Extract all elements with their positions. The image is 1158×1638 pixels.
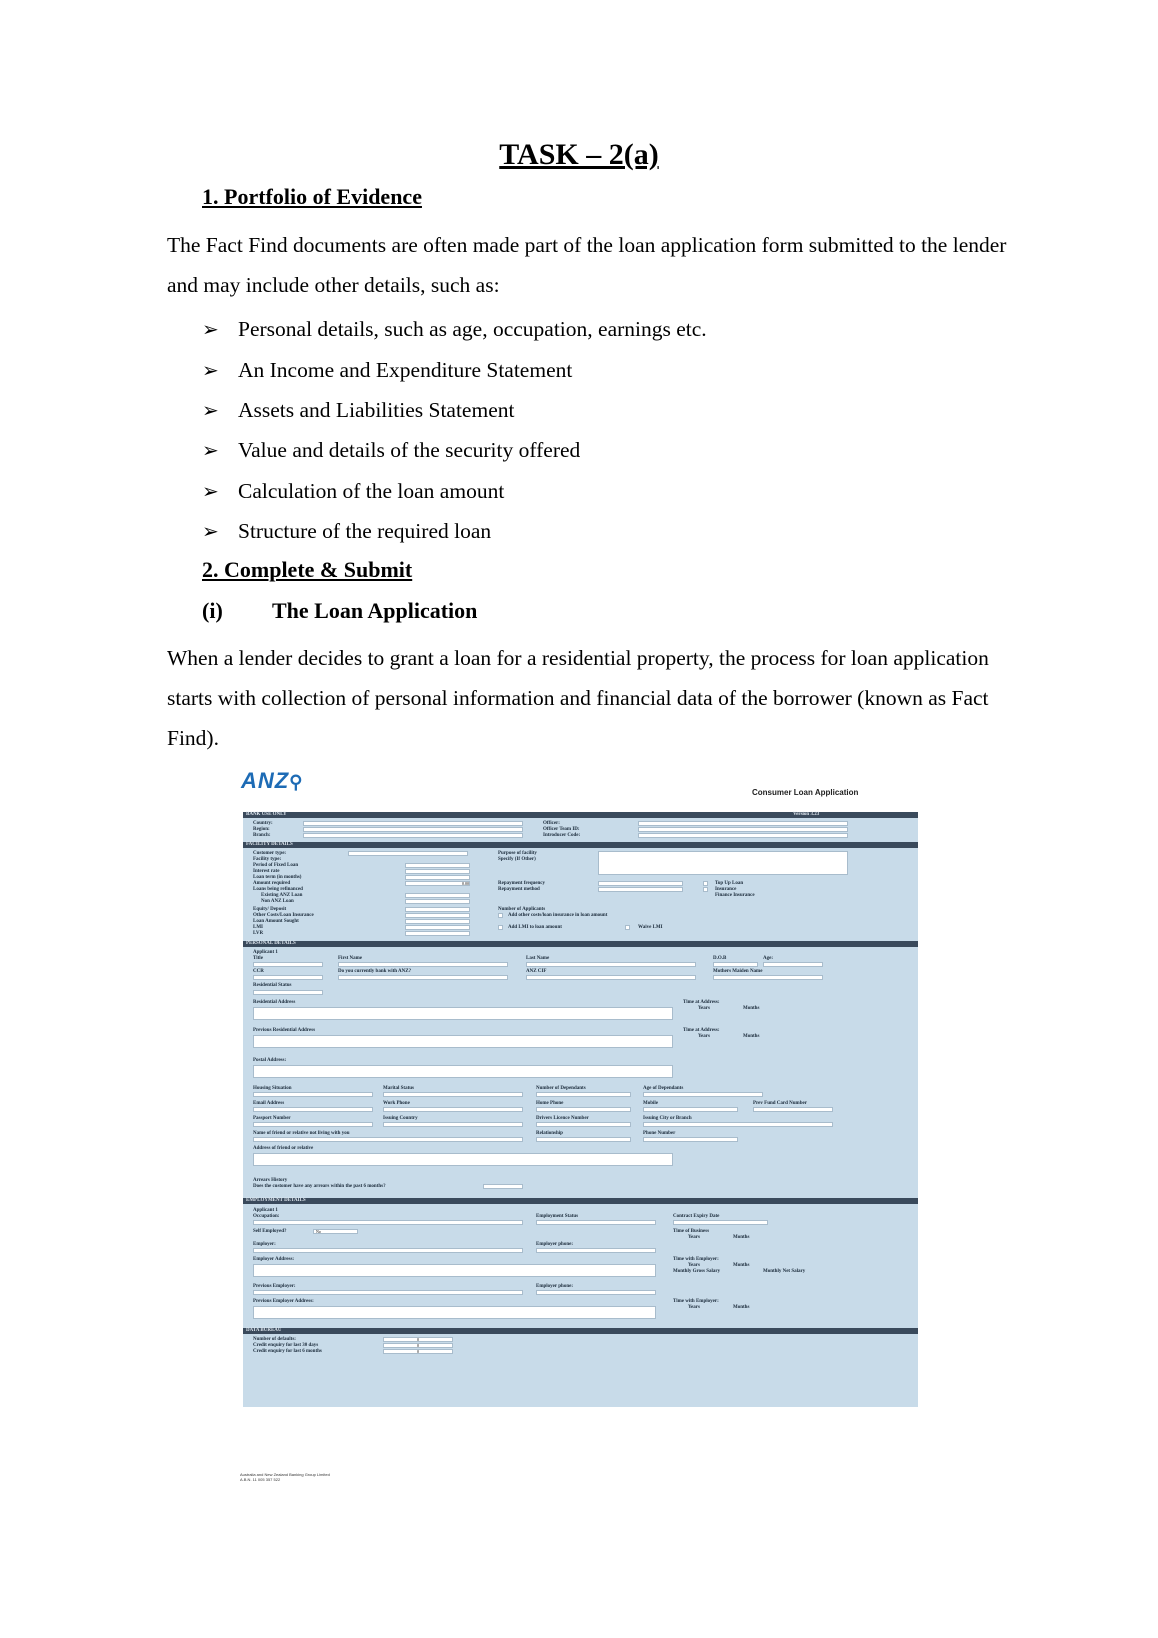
- label: D.O.B: [713, 956, 727, 961]
- arrow-bullet-icon: ➢: [202, 519, 219, 544]
- label: Specify (If Other): [498, 857, 536, 862]
- lmi-field[interactable]: [405, 925, 470, 930]
- label: ANZ CIF: [526, 969, 547, 974]
- employer-field[interactable]: [253, 1248, 523, 1253]
- list-item: ➢ Value and details of the security offered: [202, 430, 707, 470]
- label: Marital Status: [383, 1086, 414, 1091]
- relative-address-field[interactable]: [253, 1153, 673, 1166]
- label: Age of Dependants: [643, 1086, 684, 1091]
- label: Facility type:: [253, 857, 282, 862]
- contract-expiry-field[interactable]: [673, 1220, 768, 1225]
- interest-field[interactable]: [405, 869, 470, 874]
- label: Years: [698, 1034, 710, 1039]
- insurance-checkbox[interactable]: [703, 887, 708, 892]
- label: Applicant 1: [253, 950, 278, 955]
- employment-status-field[interactable]: [536, 1220, 656, 1225]
- lvr-field[interactable]: [405, 931, 470, 936]
- label: Add LMI to loan amount: [508, 925, 562, 930]
- relative-phone-field[interactable]: [643, 1137, 738, 1142]
- loan-term-field[interactable]: [405, 875, 470, 880]
- label: Waive LMI: [638, 925, 663, 930]
- email-field[interactable]: [253, 1107, 373, 1112]
- label: Previous Residential Address: [253, 1028, 316, 1033]
- label: Arrears History: [253, 1178, 288, 1183]
- repayment-method-field[interactable]: [598, 887, 683, 892]
- label: Address of friend or relative: [253, 1146, 314, 1151]
- employer-address-field[interactable]: [253, 1264, 656, 1277]
- relationship-field[interactable]: [536, 1137, 631, 1142]
- footer-line: Australia and New Zealand Banking Group Limited: [240, 1472, 330, 1477]
- label: Months: [743, 1006, 760, 1011]
- label: CCR: [253, 969, 264, 974]
- label: Self Employed?: [253, 1229, 287, 1234]
- list-item: ➢ Calculation of the loan amount: [202, 471, 707, 511]
- label: Add other costs/loan insurance in loan amount: [508, 913, 608, 918]
- self-employed-field[interactable]: No: [313, 1229, 358, 1234]
- residential-address-field[interactable]: [253, 1007, 673, 1020]
- existing-loan-field[interactable]: [405, 893, 470, 898]
- other-costs-field[interactable]: [405, 913, 470, 918]
- officer-field[interactable]: [638, 821, 848, 826]
- label: Officer:: [543, 821, 560, 826]
- label: Insurance: [715, 887, 737, 892]
- label: Months: [733, 1235, 750, 1240]
- label: Name of friend or relative not living with you: [253, 1131, 350, 1136]
- licence-field[interactable]: [536, 1122, 631, 1127]
- label: Officer Team ID:: [543, 827, 580, 832]
- label: Loans being refinanced: [253, 887, 303, 892]
- label: Years: [688, 1263, 700, 1268]
- label: Credit enquiry for last 30 days: [253, 1343, 319, 1348]
- label: Issuing City or Branch: [643, 1116, 692, 1121]
- age-dependants-field[interactable]: [643, 1092, 763, 1097]
- label: Number of Dependants: [536, 1086, 586, 1091]
- label: Phone Number: [643, 1131, 676, 1136]
- repayment-frequency-field[interactable]: [598, 881, 683, 886]
- introducer-field[interactable]: [638, 833, 848, 838]
- arrow-bullet-icon: ➢: [202, 397, 219, 422]
- country-field[interactable]: [303, 821, 523, 826]
- form-footer: [240, 1472, 330, 1482]
- period-field[interactable]: [405, 863, 470, 868]
- section-bar-facility: FACILITY DETAILS: [243, 842, 918, 848]
- issuing-country-field[interactable]: [383, 1122, 523, 1127]
- equity-field[interactable]: [405, 907, 470, 912]
- label: Applicant 1: [253, 1208, 278, 1213]
- label: Months: [733, 1263, 750, 1268]
- section1-heading: 1. Portfolio of Evidence: [202, 184, 422, 209]
- waive-lmi-checkbox[interactable]: [625, 925, 630, 930]
- bullet-list: [202, 309, 707, 551]
- label: Repayment frequency: [498, 881, 545, 886]
- bank-with-anz-field[interactable]: [338, 975, 508, 980]
- first-name-field[interactable]: [338, 962, 508, 967]
- label: Customer type:: [253, 851, 287, 856]
- enquiry-6m-field[interactable]: 0: [383, 1349, 453, 1354]
- arrow-bullet-icon: ➢: [202, 357, 219, 382]
- label: Years: [698, 1006, 710, 1011]
- label: Previous Employer Address:: [253, 1299, 314, 1304]
- label: Introducer Code:: [543, 833, 581, 838]
- label: Time at Address:: [683, 1028, 720, 1033]
- label: Credit enquiry for last 6 months: [253, 1349, 322, 1354]
- label: Time of Business: [673, 1229, 710, 1234]
- passport-field[interactable]: [253, 1122, 373, 1127]
- label: Non ANZ Loan: [261, 899, 294, 904]
- dob-field[interactable]: [713, 962, 758, 967]
- loan-application-form: [243, 812, 918, 1407]
- label: Months: [733, 1305, 750, 1310]
- label: Occupation:: [253, 1214, 280, 1219]
- label: Monthly Net Salary: [763, 1269, 806, 1274]
- add-other-checkbox[interactable]: [498, 913, 503, 918]
- customer-type-field[interactable]: [348, 851, 468, 856]
- label: Loan term (in months): [253, 875, 302, 880]
- label: Loan Amount Sought: [253, 919, 299, 924]
- label: Number of defaults:: [253, 1337, 296, 1342]
- maiden-name-field[interactable]: [713, 975, 823, 980]
- marital-field[interactable]: [383, 1092, 523, 1097]
- label: Housing Situation: [253, 1086, 292, 1091]
- label: Employer Address:: [253, 1257, 295, 1262]
- non-anz-loan-field[interactable]: [405, 899, 470, 904]
- region-field[interactable]: [303, 827, 523, 832]
- label: Age:: [763, 956, 773, 961]
- footer-line: A.B.N. 11 005 357 522: [240, 1477, 281, 1482]
- label: Does the customer have any arrears within the past 6 months?: [253, 1184, 386, 1189]
- label: Other Costs/Loan Insurance: [253, 913, 314, 918]
- label: Mothers Maiden Name: [713, 969, 763, 974]
- section-bar-personal: PERSONAL DETAILS: [243, 941, 918, 947]
- housing-field[interactable]: [253, 1092, 373, 1097]
- label: Monthly Gross Salary: [673, 1269, 721, 1274]
- label: Prev Fund Card Number: [753, 1101, 807, 1106]
- occupation-field[interactable]: [253, 1220, 523, 1225]
- anz-cif-field[interactable]: [526, 975, 696, 980]
- dependants-field[interactable]: [536, 1092, 631, 1097]
- fund-card-field[interactable]: [753, 1107, 833, 1112]
- label: Relationship: [536, 1131, 563, 1136]
- title-field[interactable]: [253, 962, 323, 967]
- anz-logo: ANZ⚲: [241, 768, 304, 793]
- label: Number of Applicants: [498, 907, 546, 912]
- label: Work Phone: [383, 1101, 410, 1106]
- section1-intro: The Fact Find documents are often made part of the loan application form submitted to the lender and may include other details, such as:: [167, 233, 1007, 297]
- add-lmi-checkbox[interactable]: [498, 925, 503, 930]
- label: Purpose of facility: [498, 851, 537, 856]
- label: Country:: [253, 821, 273, 826]
- label: Employment Status: [536, 1214, 579, 1219]
- label: Employer phone:: [536, 1284, 573, 1289]
- label: Branch:: [253, 833, 271, 838]
- label: LVR: [253, 931, 264, 936]
- enquiry-30-field[interactable]: 0: [383, 1343, 453, 1348]
- previous-employer-field[interactable]: [253, 1290, 523, 1295]
- label: Top Up Loan: [715, 881, 744, 886]
- label: Residential Address: [253, 1000, 296, 1005]
- label: Time with Employer:: [673, 1299, 719, 1304]
- subsection-number: (i): [202, 598, 223, 623]
- section2-heading: 2. Complete & Submit: [202, 557, 413, 582]
- residential-status-field[interactable]: [253, 990, 323, 995]
- label: Last Name: [526, 956, 550, 961]
- label: First Name: [338, 956, 363, 961]
- label: Years: [688, 1305, 700, 1310]
- label: Time at Address:: [683, 1000, 720, 1005]
- list-item: ➢ Personal details, such as age, occupation, earnings etc.: [202, 309, 707, 349]
- age-field[interactable]: [763, 962, 823, 967]
- arrears-field[interactable]: [483, 1184, 523, 1189]
- relative-name-field[interactable]: [253, 1137, 523, 1142]
- label: Repayment method: [498, 887, 540, 892]
- label: Home Phone: [536, 1101, 564, 1106]
- section-bar-bank: BANK USE ONLY Version 3.23: [243, 812, 918, 818]
- previous-address-field[interactable]: [253, 1035, 673, 1048]
- label: Existing ANZ Loan: [261, 893, 303, 898]
- form-title: Consumer Loan Application: [752, 788, 859, 797]
- label: Issuing Country: [383, 1116, 418, 1121]
- section-bar-bureau: DATA BUREAU: [243, 1328, 918, 1334]
- label: Email Address: [253, 1101, 285, 1106]
- label: Employer:: [253, 1242, 276, 1247]
- postal-address-field[interactable]: [253, 1065, 673, 1078]
- previous-employer-phone-field[interactable]: [536, 1290, 656, 1295]
- label: Do you currently bank with ANZ?: [338, 969, 412, 974]
- arrow-bullet-icon: ➢: [202, 478, 219, 503]
- label: LMI: [253, 925, 263, 930]
- purpose-field[interactable]: [598, 851, 848, 875]
- label: Finance Insurance: [715, 893, 755, 898]
- label: Contract Expiry Date: [673, 1214, 720, 1219]
- list-item: ➢ An Income and Expenditure Statement: [202, 349, 707, 389]
- arrow-bullet-icon: ➢: [202, 438, 219, 463]
- label: Years: [688, 1235, 700, 1240]
- label: Previous Employer:: [253, 1284, 296, 1289]
- mobile-field[interactable]: [643, 1107, 738, 1112]
- label: Title: [253, 956, 263, 961]
- label: Period of Fixed Loan: [253, 863, 299, 868]
- officer-team-field[interactable]: [638, 827, 848, 832]
- list-item: ➢ Structure of the required loan: [202, 511, 707, 551]
- top-up-checkbox[interactable]: [703, 881, 708, 886]
- arrow-bullet-icon: ➢: [202, 317, 219, 342]
- label: Drivers Licence Number: [536, 1116, 589, 1121]
- defaults-field[interactable]: 0: [383, 1337, 453, 1342]
- issuing-city-field[interactable]: [643, 1122, 833, 1127]
- label: Employer phone:: [536, 1242, 573, 1247]
- subsection-title: The Loan Application: [272, 598, 478, 623]
- version-label: Version 3.23: [793, 812, 820, 817]
- label: Time with Employer:: [673, 1257, 719, 1262]
- label: Passport Number: [253, 1116, 291, 1121]
- page-title: TASK – 2(a): [499, 138, 659, 171]
- anz-person-icon: ⚲: [289, 772, 304, 792]
- subsection-heading: [202, 598, 477, 624]
- label: Region:: [253, 827, 270, 832]
- branch-field[interactable]: [303, 833, 523, 838]
- section-bar-employment: EMPLOYMENT DETAILS: [243, 1198, 918, 1204]
- ccr-field[interactable]: [253, 975, 323, 980]
- section2-paragraph: When a lender decides to grant a loan for a residential property, the process for loan application starts with collection of personal information and financial data of the borrower (known as Fact Find).: [167, 646, 989, 750]
- list-item: ➢ Assets and Liabilities Statement: [202, 390, 707, 430]
- label: Interest rate: [253, 869, 280, 874]
- amount-field[interactable]: 0.00: [405, 881, 470, 886]
- last-name-field[interactable]: [526, 962, 696, 967]
- label: Residential Status: [253, 983, 292, 988]
- label: Equity/ Deposit: [253, 907, 287, 912]
- home-phone-field[interactable]: [536, 1107, 631, 1112]
- previous-employer-address-field[interactable]: [253, 1306, 656, 1319]
- label: Amount required: [253, 881, 291, 886]
- work-phone-field[interactable]: [383, 1107, 523, 1112]
- label: Mobile: [643, 1101, 658, 1106]
- employer-phone-field[interactable]: [536, 1248, 656, 1253]
- label: Months: [743, 1034, 760, 1039]
- label: Postal Address:: [253, 1058, 287, 1063]
- loan-sought-field[interactable]: [405, 919, 470, 924]
